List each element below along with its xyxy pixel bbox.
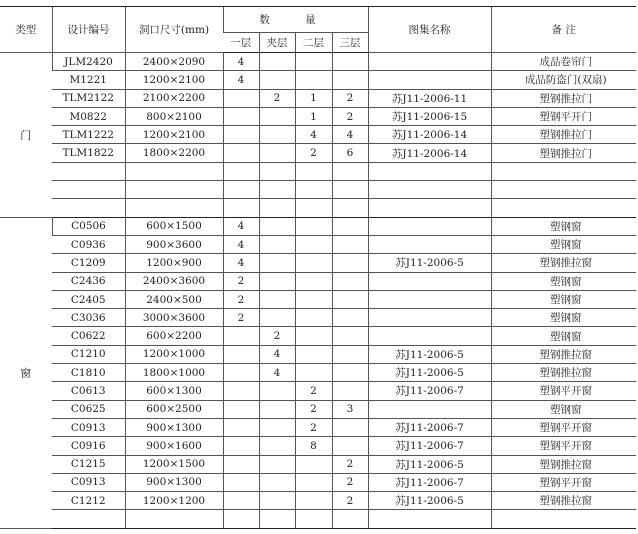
- floor-3-qty-cell: 4: [332, 126, 368, 144]
- mezzanine-qty-cell: 4: [259, 345, 295, 363]
- remarks-cell: 塑钢窗: [491, 235, 636, 253]
- opening-size-cell: [125, 181, 223, 199]
- header-floor-2: 二层: [295, 33, 332, 53]
- mezzanine-qty-cell: [259, 181, 295, 199]
- floor-1-qty-cell: [223, 418, 259, 436]
- atlas-name-cell: [368, 327, 491, 345]
- floor-3-qty-cell: [332, 181, 368, 199]
- atlas-name-cell: [368, 272, 491, 290]
- floor-2-qty-cell: [295, 309, 332, 327]
- mezzanine-qty-cell: 2: [259, 327, 295, 345]
- opening-size-cell: [125, 510, 223, 528]
- floor-2-qty-cell: [295, 364, 332, 382]
- opening-size-cell: 600×2200: [125, 327, 223, 345]
- opening-size-cell: 1200×900: [125, 254, 223, 272]
- remarks-cell: 塑钢平开窗: [491, 437, 636, 455]
- mezzanine-qty-cell: 2: [259, 89, 295, 107]
- table-row: [0, 309, 636, 327]
- floor-1-qty-cell: [223, 144, 259, 162]
- table-row: [0, 217, 636, 235]
- remarks-cell: 塑钢推拉窗: [491, 364, 636, 382]
- design-code-cell: C1209: [52, 254, 125, 272]
- design-code-cell: C0916: [52, 437, 125, 455]
- floor-2-qty-cell: [295, 455, 332, 473]
- floor-3-qty-cell: [332, 162, 368, 180]
- floor-1-qty-cell: [223, 181, 259, 199]
- floor-3-qty-cell: [332, 217, 368, 235]
- floor-3-qty-cell: [332, 382, 368, 400]
- table-row: [0, 345, 636, 363]
- design-code-cell: TLM1822: [52, 144, 125, 162]
- floor-2-qty-cell: [295, 290, 332, 308]
- table-row: [0, 254, 636, 272]
- floor-2-qty-cell: 1: [295, 89, 332, 107]
- atlas-name-cell: [368, 217, 491, 235]
- table-row: [0, 473, 636, 491]
- table-row: [0, 71, 636, 89]
- floor-1-qty-cell: [223, 162, 259, 180]
- floor-2-qty-cell: [295, 492, 332, 510]
- table-row: [0, 235, 636, 253]
- atlas-name-cell: 苏J11-2006-7: [368, 473, 491, 491]
- floor-2-qty-cell: [295, 345, 332, 363]
- mezzanine-qty-cell: [259, 418, 295, 436]
- atlas-name-cell: [368, 199, 491, 217]
- opening-size-cell: 900×1300: [125, 418, 223, 436]
- table-row: [0, 272, 636, 290]
- remarks-cell: 塑钢推拉门: [491, 89, 636, 107]
- table-row: [0, 107, 636, 125]
- floor-1-qty-cell: 2: [223, 272, 259, 290]
- floor-1-qty-cell: [223, 382, 259, 400]
- floor-2-qty-cell: 2: [295, 400, 332, 418]
- floor-3-qty-cell: [332, 309, 368, 327]
- table-row: [0, 327, 636, 345]
- table-row: [0, 510, 636, 528]
- atlas-name-cell: [368, 235, 491, 253]
- remarks-cell: [491, 199, 636, 217]
- opening-size-cell: 1200×2100: [125, 71, 223, 89]
- floor-1-qty-cell: 4: [223, 71, 259, 89]
- mezzanine-qty-cell: [259, 272, 295, 290]
- table-row: [0, 418, 636, 436]
- atlas-name-cell: 苏J11-2006-15: [368, 107, 491, 125]
- atlas-name-cell: 苏J11-2006-7: [368, 418, 491, 436]
- mezzanine-qty-cell: [259, 309, 295, 327]
- table-row: [0, 455, 636, 473]
- remarks-cell: 塑钢平开窗: [491, 418, 636, 436]
- floor-2-qty-cell: 1: [295, 107, 332, 125]
- floor-3-qty-cell: [332, 235, 368, 253]
- floor-2-qty-cell: [295, 71, 332, 89]
- floor-1-qty-cell: [223, 455, 259, 473]
- design-code-cell: C1210: [52, 345, 125, 363]
- mezzanine-qty-cell: [259, 107, 295, 125]
- table-row: [0, 199, 636, 217]
- opening-size-cell: 1200×1000: [125, 345, 223, 363]
- mezzanine-qty-cell: [259, 71, 295, 89]
- atlas-name-cell: [368, 71, 491, 89]
- category-cell: 窗: [0, 217, 52, 528]
- door-window-schedule-table: [0, 6, 636, 529]
- mezzanine-qty-cell: [259, 492, 295, 510]
- floor-2-qty-cell: [295, 162, 332, 180]
- remarks-cell: 成品防盗门(双扇): [491, 71, 636, 89]
- remarks-cell: 塑钢推拉门: [491, 126, 636, 144]
- design-code-cell: [52, 199, 125, 217]
- remarks-cell: 塑钢推拉窗: [491, 455, 636, 473]
- floor-3-qty-cell: 3: [332, 400, 368, 418]
- header-remarks: 备 注: [491, 7, 636, 53]
- floor-1-qty-cell: 4: [223, 217, 259, 235]
- atlas-name-cell: [368, 162, 491, 180]
- floor-3-qty-cell: 2: [332, 107, 368, 125]
- design-code-cell: [52, 181, 125, 199]
- mezzanine-qty-cell: [259, 473, 295, 491]
- floor-2-qty-cell: 2: [295, 418, 332, 436]
- mezzanine-qty-cell: [259, 437, 295, 455]
- design-code-cell: TLM2122: [52, 89, 125, 107]
- design-code-cell: C0622: [52, 327, 125, 345]
- remarks-cell: 塑钢推拉窗: [491, 345, 636, 363]
- floor-2-qty-cell: 2: [295, 382, 332, 400]
- design-code-cell: C0936: [52, 235, 125, 253]
- atlas-name-cell: 苏J11-2006-5: [368, 455, 491, 473]
- atlas-name-cell: 苏J11-2006-7: [368, 437, 491, 455]
- design-code-cell: C1215: [52, 455, 125, 473]
- header-category: 类型: [0, 7, 52, 53]
- table-row: [0, 437, 636, 455]
- floor-3-qty-cell: [332, 437, 368, 455]
- remarks-cell: 塑钢窗: [491, 217, 636, 235]
- opening-size-cell: 1200×1200: [125, 492, 223, 510]
- opening-size-cell: 1800×1000: [125, 364, 223, 382]
- remarks-cell: 塑钢平开窗: [491, 473, 636, 491]
- atlas-name-cell: [368, 53, 491, 71]
- floor-3-qty-cell: [332, 345, 368, 363]
- mezzanine-qty-cell: [259, 53, 295, 71]
- atlas-name-cell: 苏J11-2006-11: [368, 89, 491, 107]
- header-atlas-name: 图集名称: [368, 7, 491, 53]
- floor-2-qty-cell: [295, 235, 332, 253]
- floor-3-qty-cell: 2: [332, 492, 368, 510]
- design-code-cell: C2405: [52, 290, 125, 308]
- remarks-cell: 成品卷帘门: [491, 53, 636, 71]
- design-code-cell: C3036: [52, 309, 125, 327]
- floor-1-qty-cell: [223, 492, 259, 510]
- floor-2-qty-cell: [295, 473, 332, 491]
- atlas-name-cell: 苏J11-2006-5: [368, 254, 491, 272]
- opening-size-cell: 600×1300: [125, 382, 223, 400]
- floor-1-qty-cell: 4: [223, 254, 259, 272]
- floor-1-qty-cell: [223, 510, 259, 528]
- design-code-cell: M0822: [52, 107, 125, 125]
- floor-1-qty-cell: 4: [223, 235, 259, 253]
- floor-1-qty-cell: [223, 345, 259, 363]
- remarks-cell: [491, 181, 636, 199]
- floor-2-qty-cell: [295, 272, 332, 290]
- floor-1-qty-cell: [223, 473, 259, 491]
- opening-size-cell: 2400×2090: [125, 53, 223, 71]
- mezzanine-qty-cell: [259, 144, 295, 162]
- header-mezzanine: 夹层: [259, 33, 295, 53]
- opening-size-cell: 900×3600: [125, 235, 223, 253]
- floor-3-qty-cell: [332, 199, 368, 217]
- floor-2-qty-cell: [295, 217, 332, 235]
- floor-3-qty-cell: 2: [332, 89, 368, 107]
- floor-3-qty-cell: [332, 510, 368, 528]
- atlas-name-cell: 苏J11-2006-5: [368, 345, 491, 363]
- atlas-name-cell: [368, 309, 491, 327]
- floor-2-qty-cell: 8: [295, 437, 332, 455]
- floor-3-qty-cell: 2: [332, 473, 368, 491]
- design-code-cell: C0913: [52, 418, 125, 436]
- opening-size-cell: [125, 199, 223, 217]
- design-code-cell: C0625: [52, 400, 125, 418]
- design-code-cell: C1810: [52, 364, 125, 382]
- table-row: [0, 53, 636, 71]
- design-code-cell: C0613: [52, 382, 125, 400]
- opening-size-cell: 1200×1500: [125, 455, 223, 473]
- floor-3-qty-cell: [332, 290, 368, 308]
- mezzanine-qty-cell: [259, 126, 295, 144]
- header-quantity-label: 数 量: [259, 14, 332, 26]
- design-code-cell: JLM2420: [52, 53, 125, 71]
- floor-3-qty-cell: 2: [332, 455, 368, 473]
- mezzanine-qty-cell: [259, 455, 295, 473]
- design-code-cell: C2436: [52, 272, 125, 290]
- floor-1-qty-cell: [223, 107, 259, 125]
- atlas-name-cell: [368, 181, 491, 199]
- floor-2-qty-cell: [295, 181, 332, 199]
- opening-size-cell: 800×2100: [125, 107, 223, 125]
- mezzanine-qty-cell: [259, 235, 295, 253]
- floor-2-qty-cell: 2: [295, 144, 332, 162]
- mezzanine-qty-cell: [259, 400, 295, 418]
- design-code-cell: [52, 162, 125, 180]
- floor-3-qty-cell: [332, 364, 368, 382]
- table-row: [0, 492, 636, 510]
- opening-size-cell: 600×2500: [125, 400, 223, 418]
- remarks-cell: 塑钢窗: [491, 309, 636, 327]
- category-cell: 门: [0, 53, 52, 218]
- remarks-cell: 塑钢推拉窗: [491, 254, 636, 272]
- floor-1-qty-cell: [223, 199, 259, 217]
- floor-1-qty-cell: 4: [223, 53, 259, 71]
- floor-1-qty-cell: [223, 126, 259, 144]
- remarks-cell: [491, 510, 636, 528]
- header-opening-size: 洞口尺寸(mm): [125, 7, 223, 53]
- floor-1-qty-cell: [223, 364, 259, 382]
- table-row: [0, 162, 636, 180]
- floor-2-qty-cell: 4: [295, 126, 332, 144]
- opening-size-cell: 1200×2100: [125, 126, 223, 144]
- remarks-cell: 塑钢窗: [491, 272, 636, 290]
- floor-3-qty-cell: [332, 71, 368, 89]
- atlas-name-cell: 苏J11-2006-5: [368, 492, 491, 510]
- atlas-name-cell: [368, 510, 491, 528]
- mezzanine-qty-cell: 4: [259, 364, 295, 382]
- table-row: [0, 290, 636, 308]
- opening-size-cell: 2100×2200: [125, 89, 223, 107]
- mezzanine-qty-cell: [259, 382, 295, 400]
- header-floor-3: 三层: [332, 33, 368, 53]
- header-quantity: [223, 7, 368, 33]
- opening-size-cell: 900×1300: [125, 473, 223, 491]
- design-code-cell: M1221: [52, 71, 125, 89]
- group-0: [0, 53, 636, 218]
- floor-1-qty-cell: [223, 437, 259, 455]
- table-row: [0, 89, 636, 107]
- floor-1-qty-cell: [223, 89, 259, 107]
- table-row: [0, 181, 636, 199]
- mezzanine-qty-cell: [259, 217, 295, 235]
- header-floor-1: 一层: [223, 33, 259, 53]
- opening-size-cell: 2400×500: [125, 290, 223, 308]
- remarks-cell: 塑钢推拉门: [491, 144, 636, 162]
- floor-3-qty-cell: 6: [332, 144, 368, 162]
- remarks-cell: 塑钢窗: [491, 400, 636, 418]
- floor-2-qty-cell: [295, 510, 332, 528]
- opening-size-cell: 900×1600: [125, 437, 223, 455]
- design-code-cell: TLM1222: [52, 126, 125, 144]
- design-code-cell: [52, 510, 125, 528]
- opening-size-cell: 600×1500: [125, 217, 223, 235]
- table-row: [0, 400, 636, 418]
- design-code-cell: C0913: [52, 473, 125, 491]
- atlas-name-cell: 苏J11-2006-7: [368, 382, 491, 400]
- floor-2-qty-cell: [295, 53, 332, 71]
- floor-3-qty-cell: [332, 53, 368, 71]
- floor-3-qty-cell: [332, 254, 368, 272]
- floor-1-qty-cell: [223, 327, 259, 345]
- table-row: [0, 144, 636, 162]
- floor-1-qty-cell: 2: [223, 309, 259, 327]
- table-header: [0, 7, 636, 53]
- floor-1-qty-cell: 2: [223, 290, 259, 308]
- mezzanine-qty-cell: [259, 254, 295, 272]
- atlas-name-cell: [368, 400, 491, 418]
- floor-2-qty-cell: [295, 254, 332, 272]
- atlas-name-cell: 苏J11-2006-14: [368, 126, 491, 144]
- header-design-code: 设计编号: [52, 7, 125, 53]
- mezzanine-qty-cell: [259, 162, 295, 180]
- remarks-cell: 塑钢窗: [491, 290, 636, 308]
- opening-size-cell: 3000×3600: [125, 309, 223, 327]
- remarks-cell: 塑钢平开窗: [491, 382, 636, 400]
- design-code-cell: C0506: [52, 217, 125, 235]
- opening-size-cell: [125, 162, 223, 180]
- table-row: [0, 382, 636, 400]
- atlas-name-cell: [368, 290, 491, 308]
- mezzanine-qty-cell: [259, 290, 295, 308]
- floor-3-qty-cell: [332, 272, 368, 290]
- remarks-cell: 塑钢窗: [491, 327, 636, 345]
- mezzanine-qty-cell: [259, 199, 295, 217]
- atlas-name-cell: 苏J11-2006-14: [368, 144, 491, 162]
- atlas-name-cell: 苏J11-2006-5: [368, 364, 491, 382]
- floor-3-qty-cell: [332, 327, 368, 345]
- group-1: [0, 217, 636, 528]
- floor-2-qty-cell: [295, 327, 332, 345]
- table-row: [0, 126, 636, 144]
- opening-size-cell: 2400×3600: [125, 272, 223, 290]
- remarks-cell: 塑钢平开门: [491, 107, 636, 125]
- remarks-cell: 塑钢推拉窗: [491, 492, 636, 510]
- floor-3-qty-cell: [332, 418, 368, 436]
- remarks-cell: [491, 162, 636, 180]
- design-code-cell: C1212: [52, 492, 125, 510]
- floor-2-qty-cell: [295, 199, 332, 217]
- table-row: [0, 364, 636, 382]
- floor-1-qty-cell: [223, 400, 259, 418]
- mezzanine-qty-cell: [259, 510, 295, 528]
- opening-size-cell: 1800×2200: [125, 144, 223, 162]
